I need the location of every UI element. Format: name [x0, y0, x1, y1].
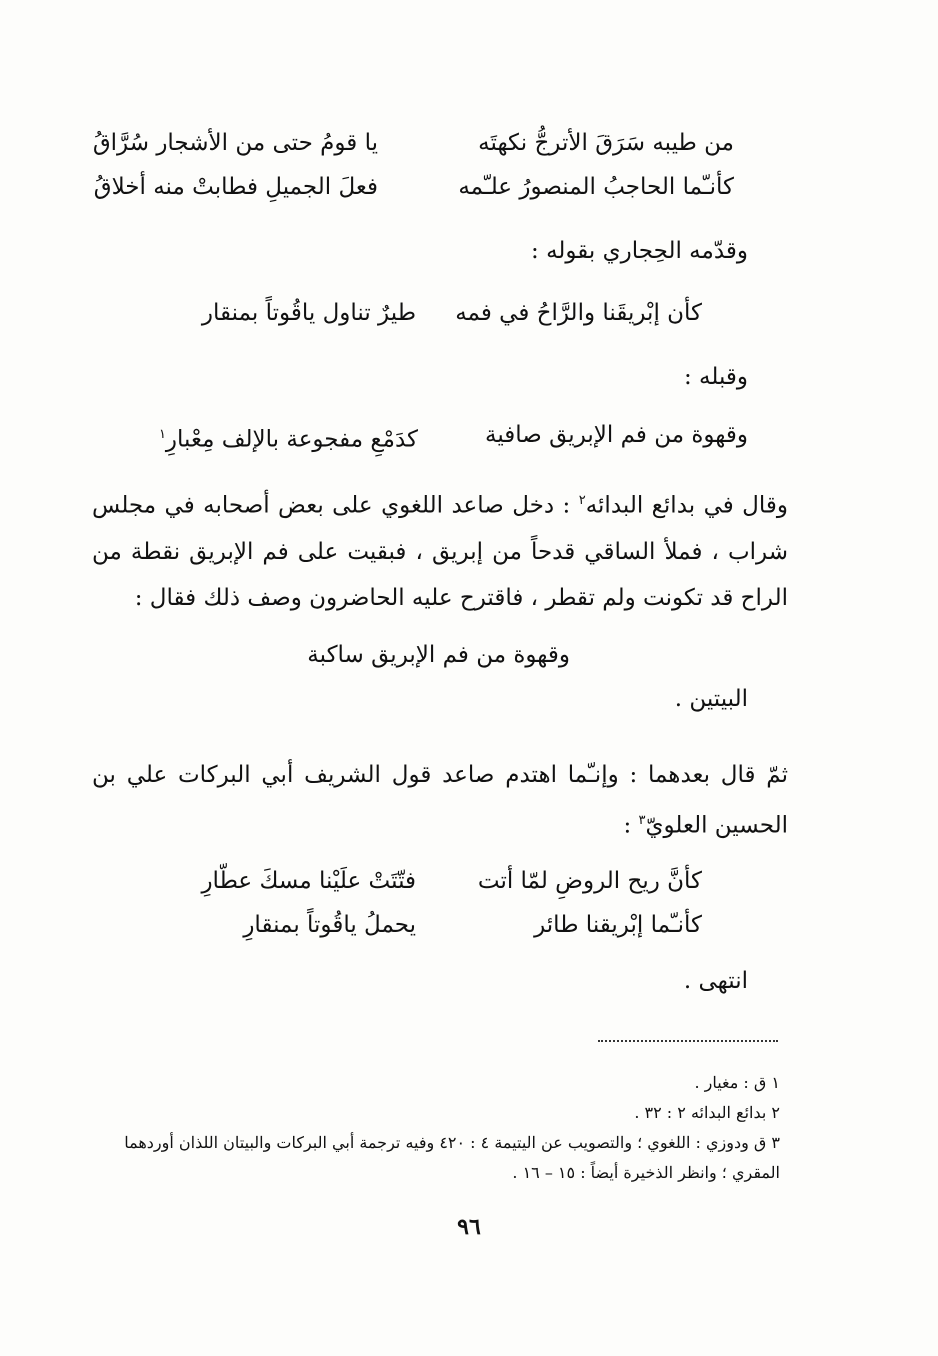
footnote-ref-2: ٢	[578, 493, 586, 508]
intaha: انتهى .	[683, 968, 748, 994]
poem3-second-hemistich	[159, 420, 418, 455]
page-number: ٩٦	[457, 1214, 481, 1240]
poem3-first-hemistich: وقهوة من فم الإبريق صافية	[485, 422, 748, 448]
footnote-ref-1: ١	[158, 427, 166, 442]
poem2-second-hemistich: طيرٌ تناول ياقُوتاً بمنقار	[201, 300, 416, 326]
prose2-text-b: :	[623, 812, 639, 839]
prose1-text-a: وقال في بدائع البدائه	[585, 492, 788, 519]
poem1-line2-first-hemistich: كأنـّما الحاجبُ المنصورُ علـّمه	[458, 174, 734, 200]
intro-hijari: وقدّمه الحِجاري بقوله :	[531, 238, 748, 264]
prose-paragraph-2	[92, 752, 788, 849]
footnote-separator	[598, 1040, 778, 1042]
quoted-verse-line: وقهوة من فم الإبريق ساكبة	[307, 642, 570, 668]
footnote-3: ٣ ق ودوزي : اللغوي ؛ والتصويب عن اليتيمة ٤ : ٤٢٠ وفيه ترجمة أبي البركات والبيتان اللذان أوردهما المقري ؛ وانظر الذخيرة أيضاً : ١٥ – ١٦ .	[124, 1133, 780, 1182]
poem4-line2-first-hemistich: كأنـّما إبْريقنا طائر	[534, 912, 702, 938]
footnote-ref-3: ٣	[638, 813, 646, 828]
prose1-text-b: : دخل صاعد اللغوي على بعض أصحابه في مجلس شراب ، فملأ الساقي قدحاً من إبريق ، فبقيت على فم الإبريق نقطة من الراح قد تكونت ولم تقطر ، فاقترح عليه الحاضرون وصف ذلك فقال :	[92, 492, 788, 611]
footnote-2: ٢ بدائع البدائه ٢ : ٣٢ .	[634, 1103, 780, 1122]
poem2-first-hemistich: كأن إبْريقَنا والرَّاحُ في فمه	[455, 300, 702, 326]
poem3-second-hemistich-text: كدَمْعِ مفجوعة بالإلف مِعْبارِ	[165, 426, 418, 453]
intro-qablahu: وقبله :	[683, 364, 748, 390]
prose-paragraph-1	[92, 478, 788, 621]
poem1-line1-second-hemistich: يا قومُ حتى من الأشجار سُرَّاقُ	[92, 130, 378, 156]
al-baytayn: البيتين .	[674, 686, 748, 712]
poem1-line2-second-hemistich: فعلَ الجميلِ فطابتْ منه أخلاقُ	[93, 174, 378, 200]
footnote-1: ١ ق : مغيار .	[694, 1073, 780, 1092]
poem4-line1-second-hemistich: فتّتَتْ علَيْنا مسكَ عطّارِ	[201, 868, 416, 894]
prose2-text-a: ثمّ قال بعدهما : وإنـّما اهتدم صاعد قول الشريف أبي البركات علي بن الحسين العلويّ	[92, 762, 788, 839]
poem4-line1-first-hemistich: كأنَّ ريح الروضِ لمّا أتت	[477, 868, 702, 894]
poem1-line1-first-hemistich: من طيبه سَرَقَ الأترجُّ نكهتَه	[478, 130, 734, 156]
poem4-line2-second-hemistich: يحملُ ياقُوتاً بمنقارِ	[243, 912, 416, 938]
